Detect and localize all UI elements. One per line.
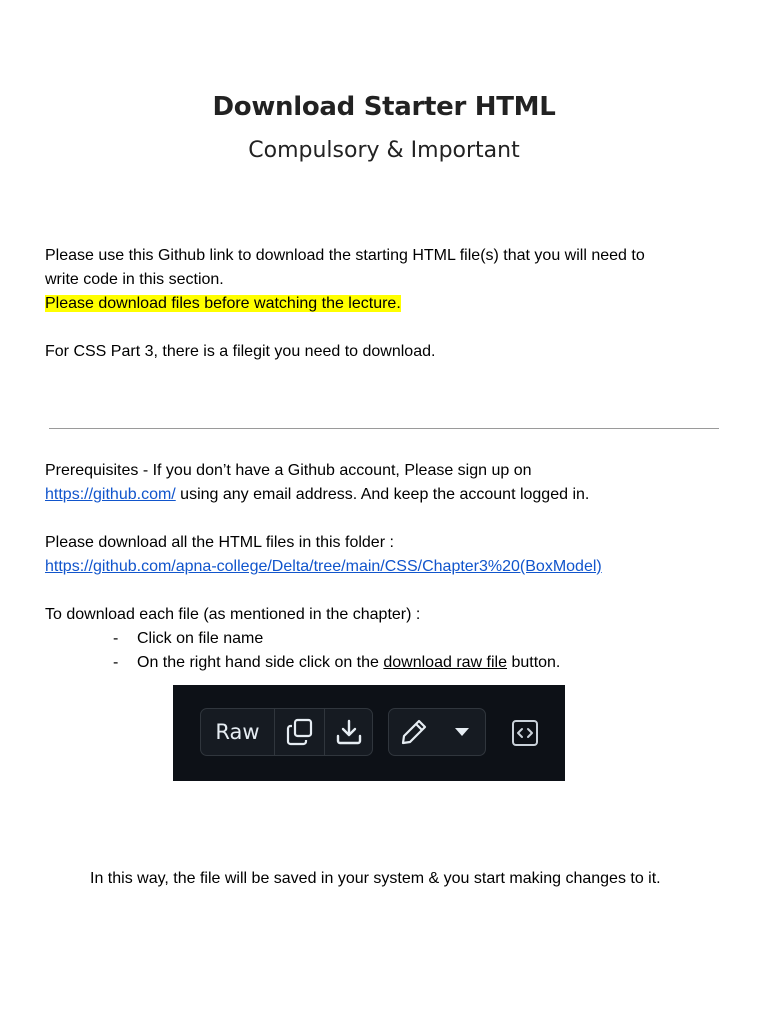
prerequisites-paragraph (45, 459, 589, 507)
edit-dropdown-button[interactable] (439, 709, 485, 755)
copy-button[interactable] (274, 709, 325, 755)
list-item (113, 651, 560, 675)
step-text-end: button. (507, 654, 561, 671)
raw-label: Raw (215, 720, 260, 744)
folder-paragraph (45, 531, 602, 579)
page-title: Download Starter HTML (212, 92, 556, 122)
step-text: Click on file name (137, 630, 264, 647)
css-part-text: For CSS Part 3, there is a filegit you need to download. (45, 343, 436, 360)
raw-button[interactable] (201, 709, 274, 755)
steps-intro: To download each file (as mentioned in the chapter) : (45, 606, 421, 623)
page-subtitle: Compulsory & Important (248, 138, 520, 163)
intro-line-2: write code in this section. (45, 271, 224, 288)
raw-copy-download-group (200, 708, 373, 756)
download-button[interactable] (324, 709, 373, 755)
closing-text: In this way, the file will be saved in your system & you start making changes to it. (90, 870, 661, 887)
github-signup-link[interactable]: https://github.com/ (45, 486, 176, 503)
bullet-mark: - (113, 654, 119, 671)
list-item (113, 627, 263, 651)
download-raw-file-text: download raw file (383, 654, 507, 671)
code-icon (511, 719, 539, 747)
intro-line-1: Please use this Github link to download the starting HTML file(s) that you will need to (45, 247, 645, 264)
horizontal-divider (49, 428, 719, 429)
github-folder-link[interactable]: https://github.com/apna-college/Delta/tree/main/CSS/Chapter3%20(BoxModel) (45, 558, 602, 575)
copy-icon (285, 717, 315, 747)
github-file-toolbar-image (173, 685, 565, 781)
highlighted-notice: Please download files before watching the lecture. (45, 295, 401, 312)
download-icon (334, 717, 364, 747)
bullet-mark: - (113, 630, 119, 647)
step-text: On the right hand side click on the (137, 654, 384, 671)
prereq-line-1: Prerequisites - If you don’t have a Github account, Please sign up on (45, 462, 532, 479)
edit-group (388, 708, 486, 756)
folder-text: Please download all the HTML files in this folder : (45, 534, 394, 551)
pencil-icon (399, 717, 429, 747)
intro-paragraph (45, 244, 645, 316)
caret-down-icon (453, 726, 471, 738)
prereq-line-2: using any email address. And keep the account logged in. (175, 486, 590, 503)
symbols-button[interactable] (505, 710, 545, 756)
edit-button[interactable] (389, 709, 439, 755)
